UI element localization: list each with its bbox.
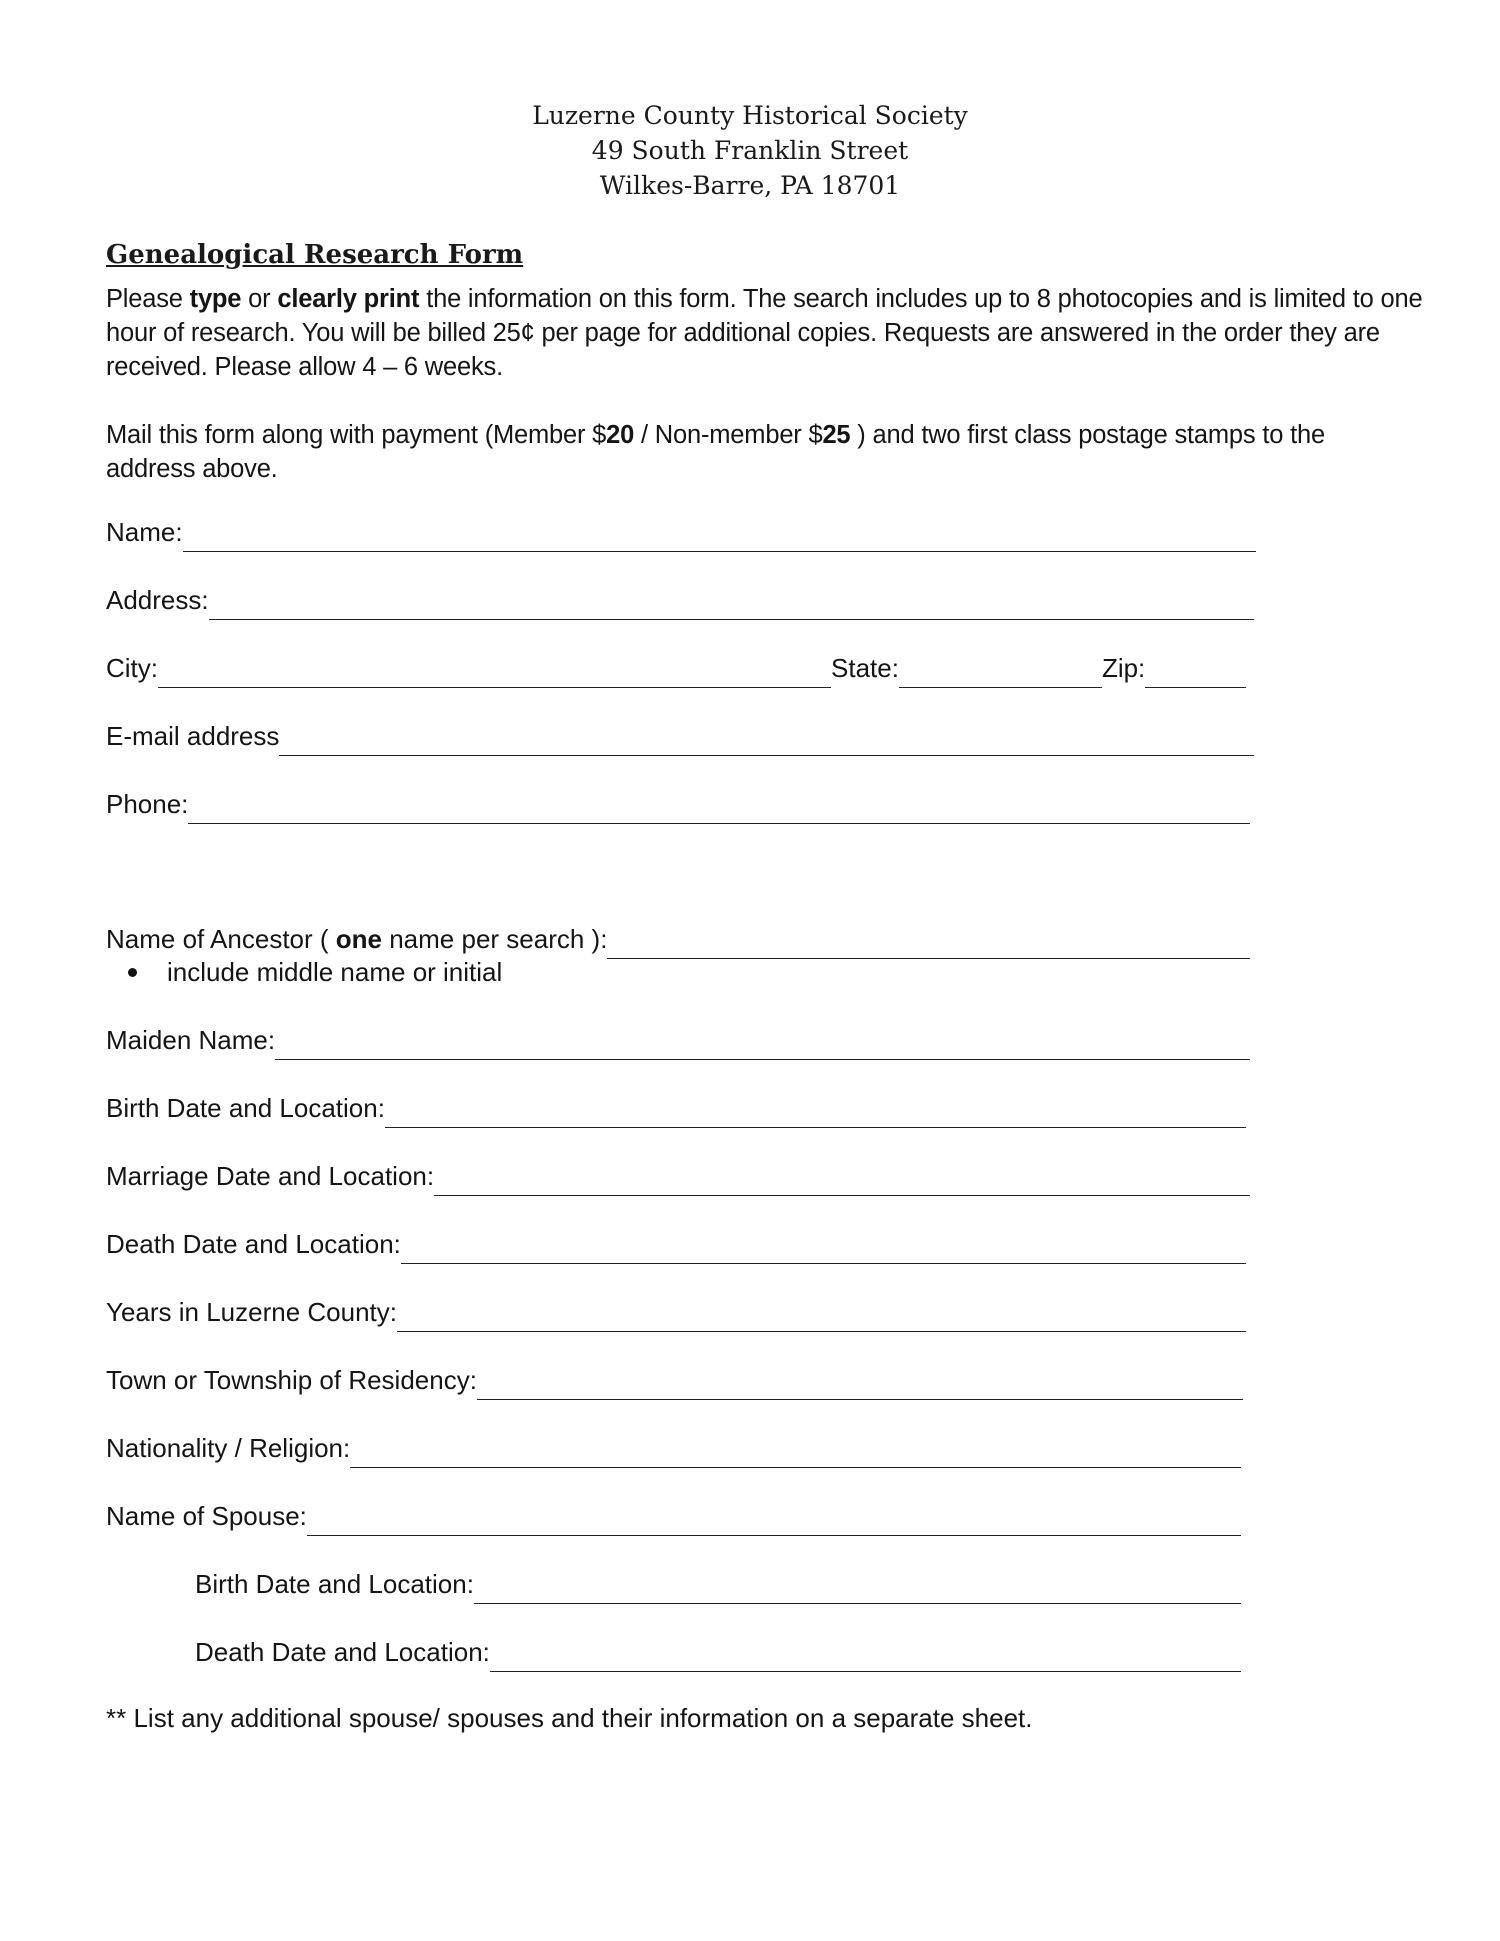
intro-text: the information on this form. The search includes up to 8 photocopies and is limited to one hour of research. You will be billed 25¢ per page for additional copies. Requests are answered in the order they are received. Please allow 4 – 6 weeks. — [106, 285, 1423, 381]
phone-line[interactable] — [188, 793, 1250, 824]
ancestor-label-text: Name of Ancestor ( — [106, 924, 336, 954]
zip-label: Zip: — [1101, 653, 1146, 683]
spouse-death-line[interactable] — [490, 1641, 1241, 1672]
city-line[interactable] — [158, 657, 831, 688]
organization-header — [0, 98, 1500, 203]
spouse-line[interactable] — [307, 1505, 1241, 1536]
ancestor-line[interactable] — [607, 928, 1250, 959]
spouse-birth-line[interactable] — [474, 1573, 1241, 1604]
ancestor-label-text: name per search ): — [382, 924, 608, 954]
email-line[interactable] — [279, 725, 1254, 756]
ancestor-name-field[interactable] — [106, 923, 1250, 959]
city-label: City: — [106, 653, 158, 683]
org-street: 49 South Franklin Street — [591, 136, 909, 165]
address-label: Address: — [106, 585, 209, 615]
name-line[interactable] — [183, 521, 1256, 552]
birth-label: Birth Date and Location: — [106, 1093, 385, 1123]
years-field[interactable] — [106, 1296, 1246, 1332]
zip-line[interactable] — [1145, 657, 1246, 688]
intro-text: or — [241, 285, 278, 313]
mail-text: Mail this form along with payment (Member $ — [106, 421, 607, 449]
spouse-name-field[interactable] — [106, 1500, 1241, 1536]
state-label: State: — [831, 653, 899, 683]
org-city: Wilkes-Barre, PA 18701 — [599, 171, 901, 200]
nationality-label: Nationality / Religion: — [106, 1433, 351, 1463]
maiden-label: Maiden Name: — [106, 1025, 276, 1055]
phone-label: Phone: — [106, 789, 189, 819]
member-price: 20 — [606, 421, 635, 449]
ancestor-label — [106, 924, 607, 959]
intro-paragraph — [106, 282, 1436, 384]
address-line[interactable] — [209, 589, 1254, 620]
mail-text: ) and two first class postage stamps to the address above. — [106, 421, 1325, 483]
nationality-line[interactable] — [350, 1437, 1241, 1468]
address-field[interactable] — [106, 584, 1254, 620]
death-field[interactable] — [106, 1228, 1246, 1264]
death-label: Death Date and Location: — [106, 1229, 401, 1259]
org-name: Luzerne County Historical Society — [532, 101, 968, 130]
marriage-line[interactable] — [434, 1165, 1250, 1196]
birth-line[interactable] — [385, 1097, 1246, 1128]
spouse-death-field[interactable] — [195, 1636, 1241, 1672]
town-field[interactable] — [106, 1364, 1243, 1400]
town-line[interactable] — [477, 1369, 1243, 1400]
mail-text: / Non-member $ — [634, 421, 823, 449]
birth-field[interactable] — [106, 1092, 1246, 1128]
years-line[interactable] — [397, 1301, 1246, 1332]
maiden-name-field[interactable] — [106, 1024, 1250, 1060]
marriage-label: Marriage Date and Location: — [106, 1161, 435, 1191]
maiden-line[interactable] — [275, 1029, 1250, 1060]
spouse-death-label: Death Date and Location: — [195, 1637, 490, 1667]
name-field[interactable] — [106, 516, 1256, 552]
intro-bold-print: clearly print — [277, 285, 420, 313]
spouse-birth-field[interactable] — [195, 1568, 1241, 1604]
email-label: E-mail address — [106, 721, 280, 751]
form-title: Genealogical Research Form — [106, 240, 524, 270]
non-member-price: 25 — [822, 421, 851, 449]
spouse-label: Name of Spouse: — [106, 1501, 307, 1531]
years-label: Years in Luzerne County: — [106, 1297, 398, 1327]
intro-text: Please — [106, 285, 190, 313]
death-line[interactable] — [401, 1233, 1246, 1264]
name-label: Name: — [106, 517, 183, 547]
bullet-icon — [128, 968, 137, 977]
ancestor-label-bold: one — [335, 924, 382, 954]
spouse-birth-label: Birth Date and Location: — [195, 1569, 474, 1599]
ancestor-hint — [128, 957, 502, 988]
additional-spouse-note: ** List any additional spouse/ spouses and their information on a separate sheet. — [106, 1703, 1033, 1733]
city-state-zip-row — [106, 652, 1246, 688]
state-line[interactable] — [899, 657, 1102, 688]
nationality-field[interactable] — [106, 1432, 1241, 1468]
intro-bold-type: type — [189, 285, 242, 313]
ancestor-hint-text: include middle name or initial — [167, 957, 503, 987]
phone-field[interactable] — [106, 788, 1250, 824]
mail-paragraph — [106, 418, 1406, 486]
marriage-field[interactable] — [106, 1160, 1250, 1196]
email-field[interactable] — [106, 720, 1254, 756]
town-label: Town or Township of Residency: — [106, 1365, 477, 1395]
